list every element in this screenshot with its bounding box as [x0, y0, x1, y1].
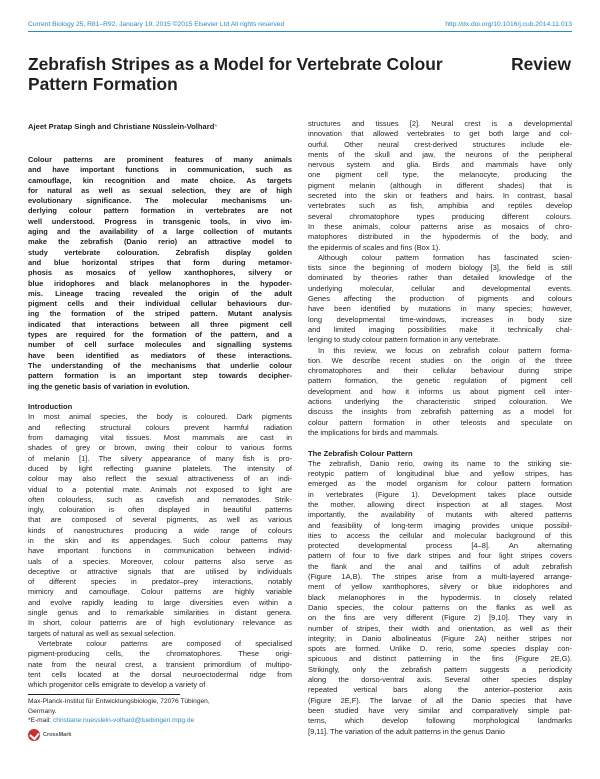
text-line: innovation that allowed vertebrates to get both large and col-	[308, 129, 572, 139]
text-line: actions underlying the characteristic striped colouration. We	[308, 397, 572, 407]
text-line: (Figure 1A,B). The stripes arise from a multi-layered arrange-	[308, 572, 572, 582]
text-line: pattern formation, the genetic regulation of pigment cell	[308, 376, 572, 386]
text-line: protected developmental process [4–8]. An alternating	[308, 541, 572, 551]
text-line: reotypic pattern of longitudinal blue and yellow stripes, has	[308, 469, 572, 479]
text-line: Genes affecting the production of pigments and colours	[308, 294, 572, 304]
text-line: from damaging vital tissues. Most mammals are cast in	[28, 433, 292, 443]
text-line: In most animal species, the body is coloured. Dark pigments	[28, 412, 292, 422]
text-line: In short, colour patterns are of high evolutionary relevance as	[28, 618, 292, 628]
text-line: phosis as mosaics of yellow xanthophores, silvery or	[28, 268, 292, 278]
text-line: nervous system and glia. Birds and mammals have only	[308, 160, 572, 170]
text-line: dominated by theories rather than detailed knowledge of the	[308, 273, 572, 283]
text-line: have been identified by mutations in many species; however,	[308, 304, 572, 314]
text-line: Strikingly, only the zebrafish pattern suggests a periodicity	[308, 664, 572, 674]
text-line: shades of grey or brown, owing their colour to various forms	[28, 443, 292, 453]
text-line: mis. Lineage tracing revealed the origin of the adult	[28, 288, 292, 298]
text-line: kinds of nanostructures producing a wide range of colours	[28, 525, 292, 535]
text-line: spicuous and distinct patterning in the fins (Figure 2E,G).	[308, 654, 572, 664]
text-line: of melanin [1]. The silvery appearance of many fish is pro-	[28, 453, 292, 463]
text-line: have been identified as mediators of these interactions.	[28, 350, 292, 360]
text-line: pigment cells and their individual cellular behaviours dur-	[28, 299, 292, 309]
text-line: colour pattern formation in other teleosts and speculate on	[308, 417, 572, 427]
text-line: study vertebrate colouration. Zebrafish display golden	[28, 247, 292, 257]
text-line: and feasibility of long-term imaging provides unique possibil-	[308, 520, 572, 530]
text-line: structures and tissues [2]. Neural crest is a developmental	[308, 119, 572, 128]
text-line: terns, which develop following morphological landmarks	[308, 716, 572, 726]
text-line: of different species in predator–prey interactions, notably	[28, 577, 292, 587]
crossmark-label: CrossMark	[43, 732, 72, 739]
text-line: the implications for birds and mammals.	[308, 427, 440, 437]
introduction-paragraph-1	[28, 412, 292, 639]
body-paragraph-2	[308, 253, 572, 346]
crossmark-badge[interactable]	[28, 729, 292, 741]
text-line: aging and the availability of a large collection of mutants	[28, 227, 292, 237]
text-line: indicated that interactions between all three pigment cell	[28, 319, 292, 329]
introduction-paragraph-2	[28, 639, 292, 690]
text-line: vidual to a potential mate. Animals not exposed to light are	[28, 484, 292, 494]
affiliation-line: Max-Planck-Institut für Entwicklungsbiologie, 72076 Tübingen,	[28, 698, 210, 706]
crossmark-icon	[28, 729, 40, 741]
text-line: Colour patterns are prominent features of many animals	[28, 155, 292, 164]
article-title: Zebrafish Stripes as a Model for Vertebrate Colour Pattern Formation	[28, 54, 443, 94]
introduction-heading: Introduction	[28, 402, 73, 412]
text-line: lenging to study colour pattern formation in any vertebrate.	[308, 335, 501, 345]
text-line: types are required for the formation of the pattern, and a	[28, 330, 292, 340]
zebrafish-colour-pattern-text	[308, 459, 572, 737]
text-line: The zebrafish, Danio rerio, owing its name to the striking ste-	[308, 458, 572, 468]
text-line: several chromatophore types producing different colours.	[308, 211, 572, 221]
text-line: the flank and the anal and tailfins of adult zebrafish	[308, 561, 572, 571]
text-line: which progenitor cells emigrate to develop a variety of	[28, 680, 206, 690]
text-line: repeated vertical bars along the anterior–posterior axis	[308, 685, 572, 695]
text-line: duced by light reflecting guanine platelets. The intensity of	[28, 463, 292, 473]
text-line: tists since the beginning of modern biology [3], the field is still	[308, 263, 572, 273]
text-line: ities to access the cellular and molecular background of this	[308, 530, 572, 540]
text-line: camouflage, kin recognition and mate choice. As targets	[28, 175, 292, 185]
text-line: and blue horizontal stripes that form during metamor-	[28, 257, 292, 267]
body-paragraph-1	[308, 119, 572, 253]
text-line: development and how it informs us about pigment cell inter-	[308, 386, 572, 396]
text-line: importantly, the availability of mutants with altered patterns	[308, 510, 572, 520]
text-line: one pigment cell type, the melanocyte, producing the	[308, 170, 572, 180]
text-line: in the skin and its appendages. Such colour patterns may	[28, 535, 292, 545]
text-line: integrity; in Danio albolineatus (Figure 2A) neither stripes nor	[308, 633, 572, 643]
text-line: mimicry and camouflage. Colour patterns are highly variable	[28, 587, 292, 597]
text-line: well understood. Progress in transgenic tools, in vivo im-	[28, 216, 292, 226]
text-line: The understanding of the mechanisms that underlie colour	[28, 360, 292, 370]
section-label: Review	[511, 54, 571, 74]
text-line: (Figure 2E,F). The larvae of all the Danio species that have	[308, 695, 572, 705]
text-line: along the dorso-ventral axis. Several other species display	[308, 675, 572, 685]
text-line: nate from the neural crest, a transient primordium of multipo-	[28, 659, 292, 669]
text-line: ourful. Other neural crest-derived structures include ele-	[308, 139, 572, 149]
text-line: targets of natural as well as sexual selection.	[28, 628, 176, 638]
text-line: Danio species, the colour patterns on the flanks as well as	[308, 602, 572, 612]
text-line: [9,11]. The variation of the adult patterns in the genus Danio	[308, 726, 505, 736]
text-line: in vertebrates (Figure 1). Development takes place outside	[308, 489, 572, 499]
text-line: chromatophores and their cellular behaviour during stripe	[308, 366, 572, 376]
text-line: tent cells located at the dorsal neuroectodermal ridge from	[28, 669, 292, 679]
text-line: been studied have very similar and comparatively simple pat-	[308, 705, 572, 715]
text-line: long developmental time-windows, increases in body size	[308, 314, 572, 324]
text-line: evolutionary significance. The molecular mechanisms un-	[28, 196, 292, 206]
text-line: underlying molecular, cellular and developmental events.	[308, 283, 572, 293]
affiliation-line: Germany.	[28, 707, 57, 715]
text-line: ments of the skull and jaw, the neurons of the peripheral	[308, 149, 572, 159]
text-line: pigment-producing cells, the chromatophores. These origi-	[28, 649, 292, 659]
text-line: secreted into the skin or feathers and hairs. In contrast, basal	[308, 191, 572, 201]
text-line: ing the formation of the striped pattern. Mutant analysis	[28, 309, 292, 319]
abstract	[28, 155, 292, 392]
affiliation	[28, 697, 292, 725]
text-line: derlying colour pattern formation in vertebrates are not	[28, 206, 292, 216]
text-line: pattern of four to five dark stripes and four light stripes covers	[308, 551, 572, 561]
text-line: discuss the insights from zebrafish patterning as a model for	[308, 407, 572, 417]
text-line: vertebrates such as fish, amphibia and reptiles develop	[308, 201, 572, 211]
text-line: number of cell surface molecules and signalling systems	[28, 340, 292, 350]
text-line: often colourless, such as cavefish and nematodes. Strik-	[28, 494, 292, 504]
text-line: the epidermis of scales and fins (Box 1).	[308, 242, 441, 252]
text-line: that are composed of several pigments, as well as various	[28, 515, 292, 525]
footnote-rule	[28, 694, 180, 695]
right-column	[308, 119, 572, 737]
doi-link[interactable]: http://dx.doi.org/10.1016/j.cub.2014.11.013	[445, 21, 572, 28]
text-line: number of stripes, their width and orientation, as well as their	[308, 623, 572, 633]
corresponding-author-mark: *	[214, 122, 218, 131]
text-line: and reflecting structural colours prevent harmful radiation	[28, 422, 292, 432]
text-line: spots are formed. Unlike D. rerio, some species display con-	[308, 644, 572, 654]
text-line: and limited imaging possibilities make it technically chal-	[308, 324, 572, 334]
text-line: pattern formation is an important step towards decipher-	[28, 371, 292, 381]
text-line: emerged as the model organism for colour pattern formation	[308, 479, 572, 489]
text-line: In this review, we focus on zebrafish colour pattern forma-	[318, 345, 572, 355]
zebrafish-colour-pattern-heading: The Zebrafish Colour Pattern	[308, 448, 413, 458]
left-column	[28, 119, 292, 741]
text-line: pigment melanin (although in different shades) that is	[308, 180, 572, 190]
text-line: for natural as well as sexual selection, they are of high	[28, 185, 292, 195]
journal-reference: Current Biology 25, R81–R92, January 19, 2015 ©2015 Elsevier Ltd All rights reserved	[28, 21, 285, 28]
email-label: *E-mail:	[28, 716, 52, 724]
email-link[interactable]: christiane.nuesslein-volhard@tuebingen.mpg.de	[52, 716, 195, 724]
text-line: tion. We describe recent studies on the origin of the three	[308, 355, 572, 365]
text-line: ment of yellow xanthophores, silvery or blue iridophores and	[308, 582, 572, 592]
text-line: blue iridophores and black melanophores in the hypoder-	[28, 278, 292, 288]
text-line: and evolve rapidly leading to large diversities even within a	[28, 597, 292, 607]
text-line: and have important functions in communication, such as	[28, 165, 292, 175]
text-line: single genus and to remarkable similarities in distant genera.	[28, 608, 292, 618]
text-line: ingly, colouration is often displayed in beautiful patterns	[28, 505, 292, 515]
text-line: have important functions in communication between individ-	[28, 546, 292, 556]
text-line: ing the genetic basis of variation in evolution.	[28, 381, 190, 391]
text-line: black melanophores in the hypodermis. In closely related	[308, 592, 572, 602]
header-rule	[28, 31, 572, 32]
text-line: on the fins are very different (Figure 2) [9,10]. They vary in	[308, 613, 572, 623]
text-line: make the zebrafish (Danio rerio) an attractive model to	[28, 237, 292, 247]
text-line: uals of a species. Moreover, colour patterns also serve as	[28, 556, 292, 566]
text-line: colour may also reflect the sexual attractiveness of an indi-	[28, 474, 292, 484]
text-line: deceptive or attractive signals that are utilised by individuals	[28, 566, 292, 576]
text-line: matophores distributed in the hypodermis of the body, and	[308, 232, 572, 242]
email-line	[28, 716, 292, 725]
text-line: Although colour pattern formation has fascinated scien-	[318, 252, 572, 262]
text-line: the mother, allowing direct inspection at all stages. Most	[308, 499, 572, 509]
text-line: Vertebrate colour patterns are composed of specialised	[38, 638, 292, 648]
text-line: In these animals, colour patterns arise as mosaics of chro-	[308, 221, 572, 231]
authors: Ajeet Pratap Singh and Christiane Nüsslein-Volhard	[28, 122, 215, 131]
body-paragraph-3	[308, 346, 572, 439]
